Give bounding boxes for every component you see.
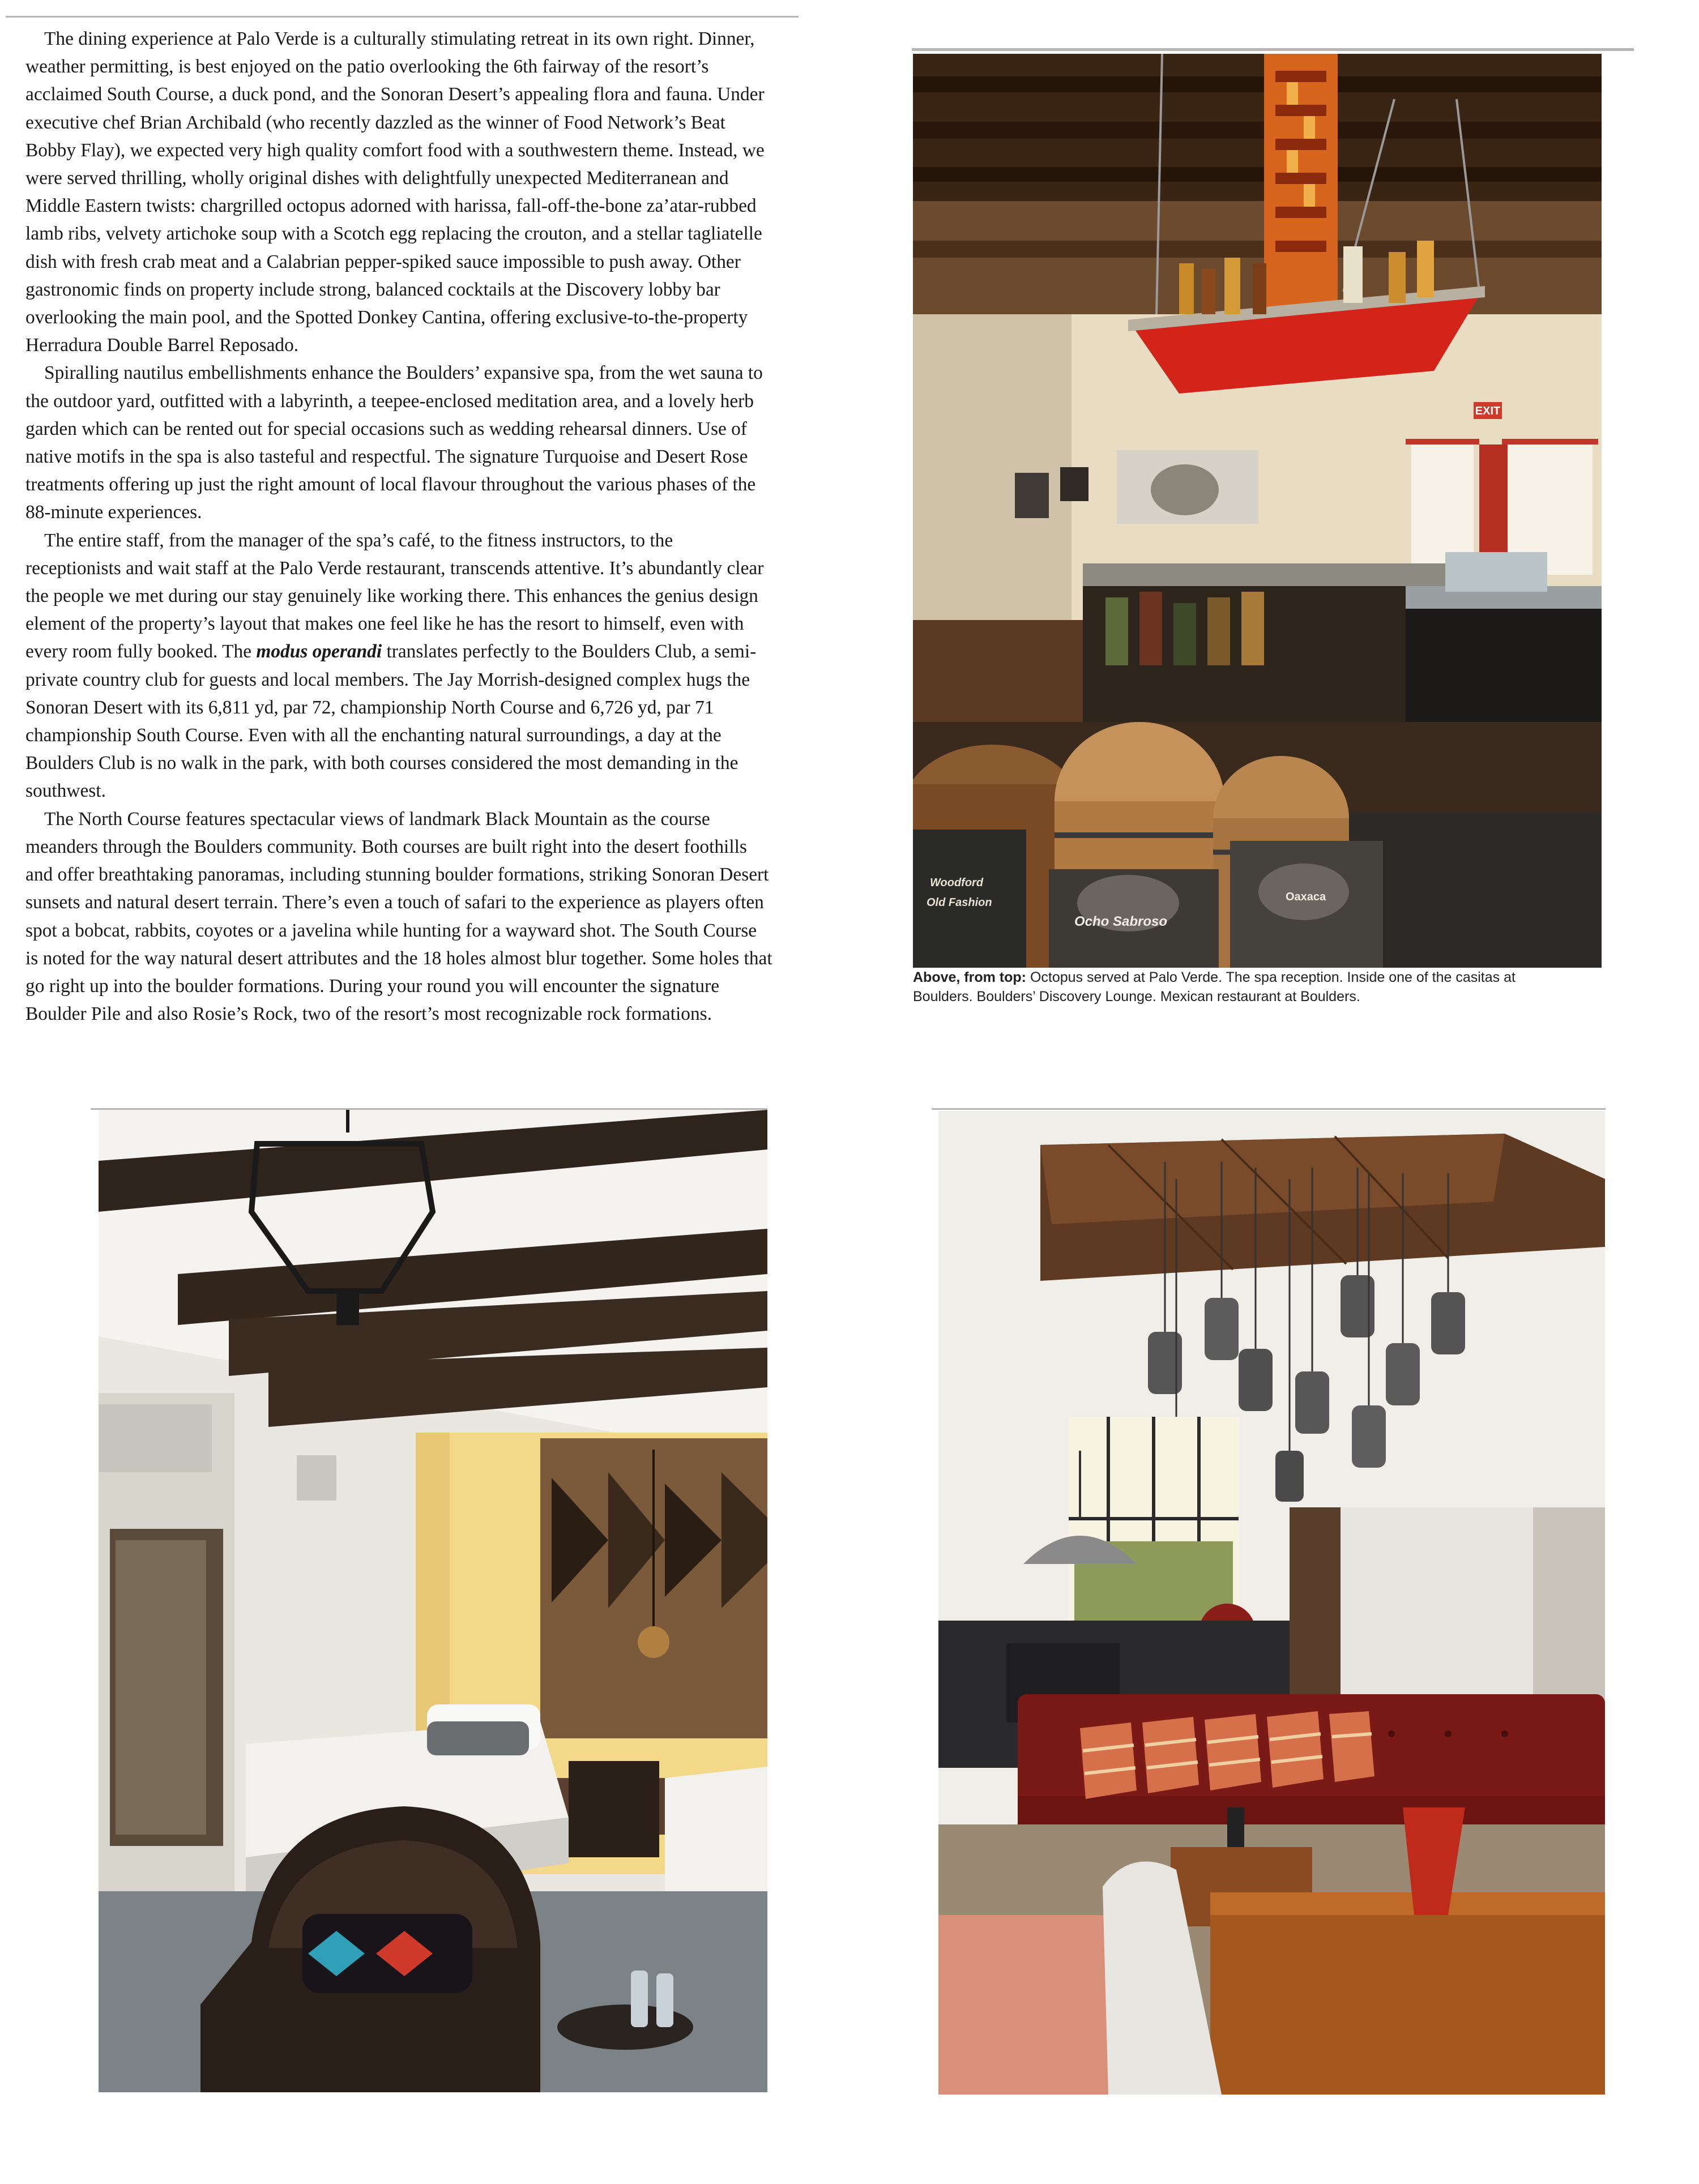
photo-casita-bedroom: [99, 1110, 767, 2092]
card-woodford-text: Woodford: [930, 877, 984, 889]
top-rule-left: [6, 16, 799, 18]
article-body: [25, 25, 773, 1028]
photo-caption: [913, 968, 1573, 1006]
italic-phrase: modus operandi: [256, 641, 382, 663]
card-ocho-sabroso-text: Ocho Sabroso: [1074, 914, 1168, 929]
article-paragraph-2: Spiralling nautilus embellishments enhance the Boulders’ expansive spa, from the wet sauna to the outdoor yard, outfitted with a labyrinth, a teepee-enclosed meditation area, and a lovely herb garden which can be rented out for special occasions such as wedding rehearsal dinners. Use of native motifs in the spa is also tasteful and respectful. The signature Turquoise and Desert Rose treatments offering up just the right amount of local flavour throughout the various phases of the 88-minute experiences.: [25, 362, 763, 523]
card-oaxaca-text: Oaxaca: [1286, 891, 1326, 903]
photo-mexican-restaurant-bar: [913, 54, 1602, 968]
top-rule-right: [912, 48, 1634, 51]
exit-sign-text: EXIT: [1475, 405, 1501, 417]
article-paragraph-1: The dining experience at Palo Verde is a culturally stimulating retreat in its own right. Dinner, weather permitting, is best enjoyed on the patio overlooking the 6th fairway of the resort’s acclaimed South Course, a duck pond, and the Sonoran Desert’s appealing flora and fauna. Under executive chef Brian Archibald (who recently dazzled as the winner of Food Network’s Beat Bobby Flay), we expected very high quality comfort food with a southwestern theme. Instead, we were served thrilling, wholly original dishes with delightfully unexpected Mediterranean and Middle Eastern twists: chargrilled octopus adorned with harissa, fall-off-the-bone za’atar-rubbed lamb ribs, velvety artichoke soup with a Scotch egg replacing the crouton, and a stellar tagliatelle dish with fresh crab meat and a Calabrian pepper-spiked sauce impossible to push away. Other gastronomic finds on property include strong, balanced cocktails at the Discovery lobby bar overlooking the main pool, and the Spotted Donkey Cantina, offering exclusive-to-the-property Herradura Double Barrel Reposado.: [25, 28, 765, 356]
photo-discovery-lounge: [938, 1111, 1605, 2095]
article-paragraph-3: The entire staff, from the manager of the spa’s café, to the fitness instructors, to the receptionists and wait staff at the Palo Verde restaurant, transcends attentive. It’s abundantly clear the people we met during our stay genuinely like working there. This enhances the genius design element of the property’s layout that makes one feel like he has the resort to himself, even with every room fully booked. The modus operandi translates perfectly to the Boulders Club, a semi-private country club for guests and local members. The Jay Morrish-designed complex hugs the Sonoran Desert with its 6,811 yd, par 72, championship North Course and 6,726 yd, par 71 championship South Course. Even with all the enchanting natural surroundings, a day at the Boulders Club is no walk in the park, with both courses considered the most demanding in the southwest.: [25, 529, 764, 802]
caption-text: Octopus served at Palo Verde. The spa reception. Inside one of the casitas at Boulders. Boulders’ Discovery Lounge. Mexican restaurant at Boulders.: [913, 969, 1516, 1005]
rule-bottom-right-photo: [932, 1108, 1606, 1110]
article-paragraph-4: The North Course features spectacular views of landmark Black Mountain as the course meanders through the Boulders community. Both courses are built right into the desert foothills and offer breathtaking panoramas, including stunning boulder formations, striking Sonoran Desert sunsets and natural desert terrain. There’s even a touch of safari to the experience as players often spot a bobcat, rabbits, coyotes or a javelina while hunting for a wayward shot. The South Course is noted for the way natural desert attributes and the 18 holes almost blur together. Some holes that go right up into the boulder formations. During your round you will encounter the signature Boulder Pile and also Rosie’s Rock, two of the resort’s most recognizable rock formations.: [25, 808, 772, 1025]
card-old-fashion-text: Old Fashion: [927, 896, 992, 909]
caption-lead: Above, from top:: [913, 969, 1026, 985]
